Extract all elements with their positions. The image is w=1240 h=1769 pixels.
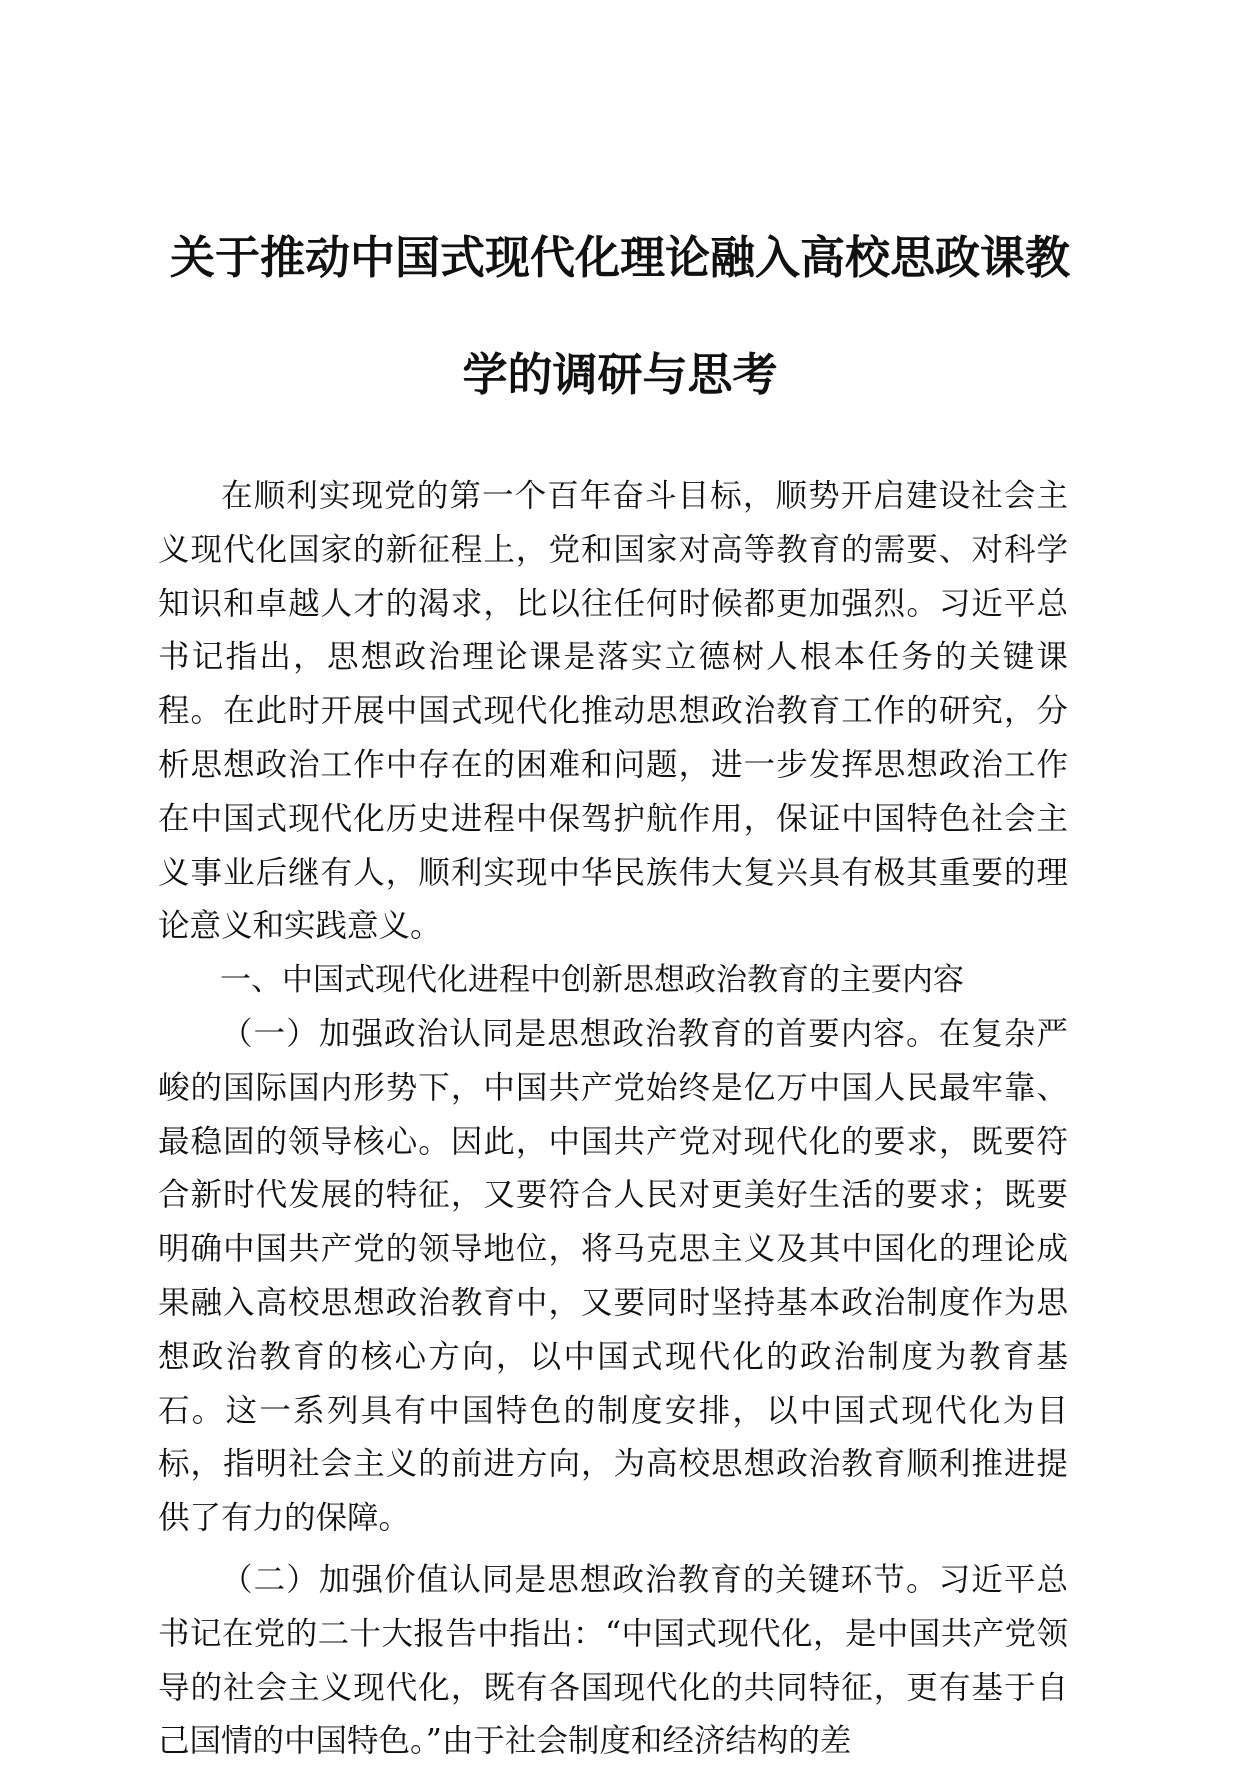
document-title-line-1: 关于推动中国式现代化理论融入高校思政课教 [169,231,1070,284]
subsection-2-paragraph [158,1554,1068,1769]
subsection-1-paragraph [158,1008,1068,1546]
subsection-2-heading: （二）加强价值认同是思想政治教育的关键环节。 [221,1561,939,1598]
subsection-1-body: 在复杂严峻的国际国内形势下，中国共产党始终是亿万中国人民最牢靠、最稳固的领导核心。因此，中国共产党对现代化的要求，既要符合新时代发展的特征，又要符合人民对更美好生活的要求；既要明确中国共产党的领导地位，将马克思主义及其中国化的理论成果融入高校思想政治教育中，又要同时坚持基本政治制度作为思想政治教育的核心方向，以中国式现代化的政治制度为教育基石。这一系列具有中国特色的制度安排，以中国式现代化为目标，指明社会主义的前进方向，为高校思想政治教育顺利推进提供了有力的保障。 [158,1015,1068,1537]
document-title-line-2: 学的调研与思考 [462,348,778,401]
document-body [158,470,1068,1769]
section-1-heading: 一、中国式现代化进程中创新思想政治教育的主要内容 [220,962,964,999]
subsection-2-body: 习近平总书记在党的二十大报告中指出：“中国式现代化，是中国共产党领导的社会主义现代化，既有各国现代化的共同特征，更有基于自己国情的中国特色。”由于社会制度和经济结构的差 [158,1561,1068,1760]
intro-paragraph: 在顺利实现党的第一个百年奋斗目标，顺势开启建设社会主义现代化国家的新征程上，党和国家对高等教育的需要、对科学知识和卓越人才的渴求，比以往任何时候都更加强烈。习近平总书记指出，思想政治理论课是落实立德树人根本任务的关键课程。在此时开展中国式现代化推动思想政治教育工作的研究，分析思想政治工作中存在的困难和问题，进一步发挥思想政治工作在中国式现代化历史进程中保驾护航作用，保证中国特色社会主义事业后继有人，顺利实现中华民族伟大复兴具有极其重要的理论意义和实践意义。 [158,478,1068,945]
subsection-1-heading: （一）加强政治认同是思想政治教育的首要内容。 [221,1015,939,1052]
